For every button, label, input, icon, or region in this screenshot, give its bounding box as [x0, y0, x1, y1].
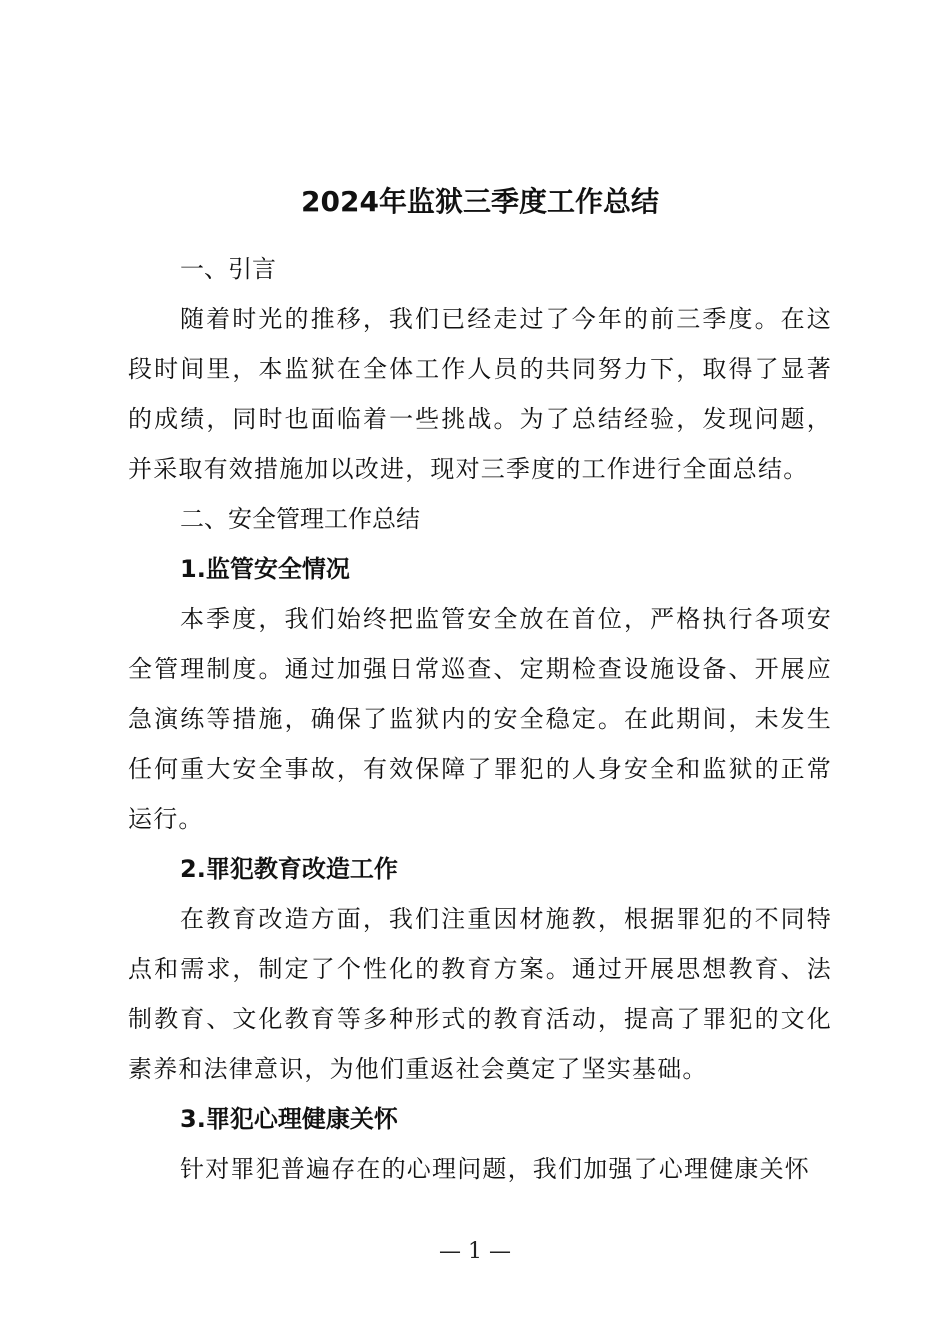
education-reform-paragraph: 在教育改造方面，我们注重因材施教，根据罪犯的不同特点和需求，制定了个性化的教育方案。通过开展思想教育、法制教育、文化教育等多种形式的教育活动，提高了罪犯的文化素养和法律意识，为他们重返社会奠定了坚实基础。 — [128, 905, 832, 1083]
supervision-safety-paragraph: 本季度，我们始终把监管安全放在首位，严格执行各项安全管理制度。通过加强日常巡查、定期检查设施设备、开展应急演练等措施，确保了监狱内的安全稳定。在此期间，未发生任何重大安全事故，有效保障了罪犯的人身安全和监狱的正常运行。 — [128, 605, 832, 833]
mental-health-paragraph: 针对罪犯普遍存在的心理问题，我们加强了心理健康关怀 — [180, 1155, 810, 1183]
section-heading-intro: 一、引言 — [180, 255, 276, 283]
subheading-supervision-safety: 1.监管安全情况 — [180, 555, 350, 583]
subheading-mental-health: 3.罪犯心理健康关怀 — [180, 1105, 398, 1133]
section-heading-safety: 二、安全管理工作总结 — [180, 505, 420, 533]
page-number: — 1 — — [439, 1239, 511, 1264]
document-title: 2024年监狱三季度工作总结 — [301, 185, 659, 218]
subheading-education-reform: 2.罪犯教育改造工作 — [180, 855, 398, 883]
intro-paragraph: 随着时光的推移，我们已经走过了今年的前三季度。在这段时间里，本监狱在全体工作人员的共同努力下，取得了显著的成绩，同时也面临着一些挑战。为了总结经验，发现问题，并采取有效措施加以改进，现对三季度的工作进行全面总结。 — [128, 305, 832, 483]
document-body — [128, 178, 832, 1194]
